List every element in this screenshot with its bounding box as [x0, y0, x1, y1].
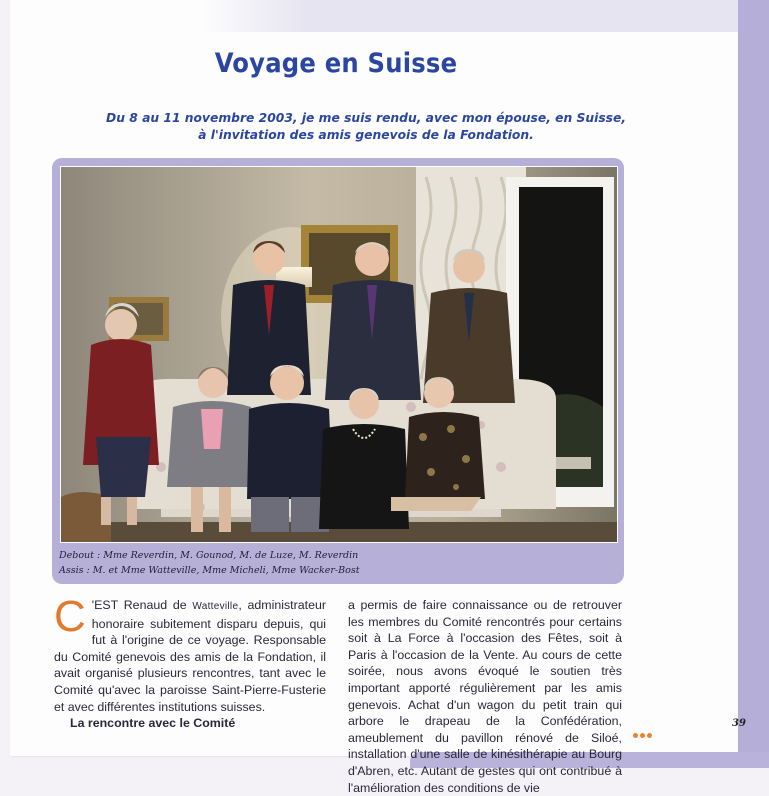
subtitle-line-2: à l'invitation des amis genevois de la Fondation. — [198, 128, 534, 142]
paragraph-intro — [54, 592, 326, 715]
continuation-dots-icon — [633, 723, 663, 731]
text-column-1 — [54, 592, 326, 732]
article-title: Voyage en Suisse — [214, 48, 458, 79]
page-number: 39 — [732, 718, 746, 729]
intro-name: Watteville — [192, 601, 239, 612]
article-subtitle — [60, 110, 672, 144]
text-column-2 — [348, 597, 622, 796]
caption-seated: Assis : M. et Mme Watteville, Mme Micheli, Mme Wacker-Bost — [59, 565, 360, 576]
caption-standing: Debout : Mme Reverdin, M. Gounod, M. de Luze, M. Reverdin — [59, 550, 359, 561]
top-decorative-band — [200, 0, 738, 32]
intro-text: , administrateur honoraire subitement disparu depuis, qui fut à l'origine de ce voyage. Responsable du Comité genevois des amis de la Fondation, il avait organisé plusieurs rencontres, tant avec le Comité qu'avec la paroisse Saint-Pierre-Fusterie et avec différentes institutions suisses. — [54, 598, 326, 714]
group-photo-illustration — [61, 167, 617, 542]
intro-start: 'EST Renaud de — [91, 598, 193, 612]
subtitle-line-1: Du 8 au 11 novembre 2003, je me suis rendu, avec mon épouse, en Suisse, — [106, 111, 626, 125]
rencontre-lead: La rencontre avec le Comité — [70, 716, 236, 731]
drop-cap: C — [54, 592, 86, 641]
paragraph-rencontre-continued: a permis de faire connaissance ou de retrouver les membres du Comité rencontrés pour certains soit à La Force à l'occasion des Fêtes, soit à Paris à l'occasion de la Vente. Au cours de cette soirée, nous avons évoqué le soutien très important apporté régulièrement par les amis genevois. Achat d'un wagon du petit train qui arbore le drapeau de la Confédération, ameublement du pavillon rénové de Siloé, installation d'une salle de kinésithérapie au Bourg d'Abren, etc. Autant de gestes qui ont contribué à l'amélioration des conditions de vie — [348, 598, 622, 795]
photo-caption — [59, 548, 619, 578]
paragraph-rencontre — [54, 715, 326, 732]
group-photo — [60, 166, 618, 543]
right-margin-band — [738, 0, 769, 768]
